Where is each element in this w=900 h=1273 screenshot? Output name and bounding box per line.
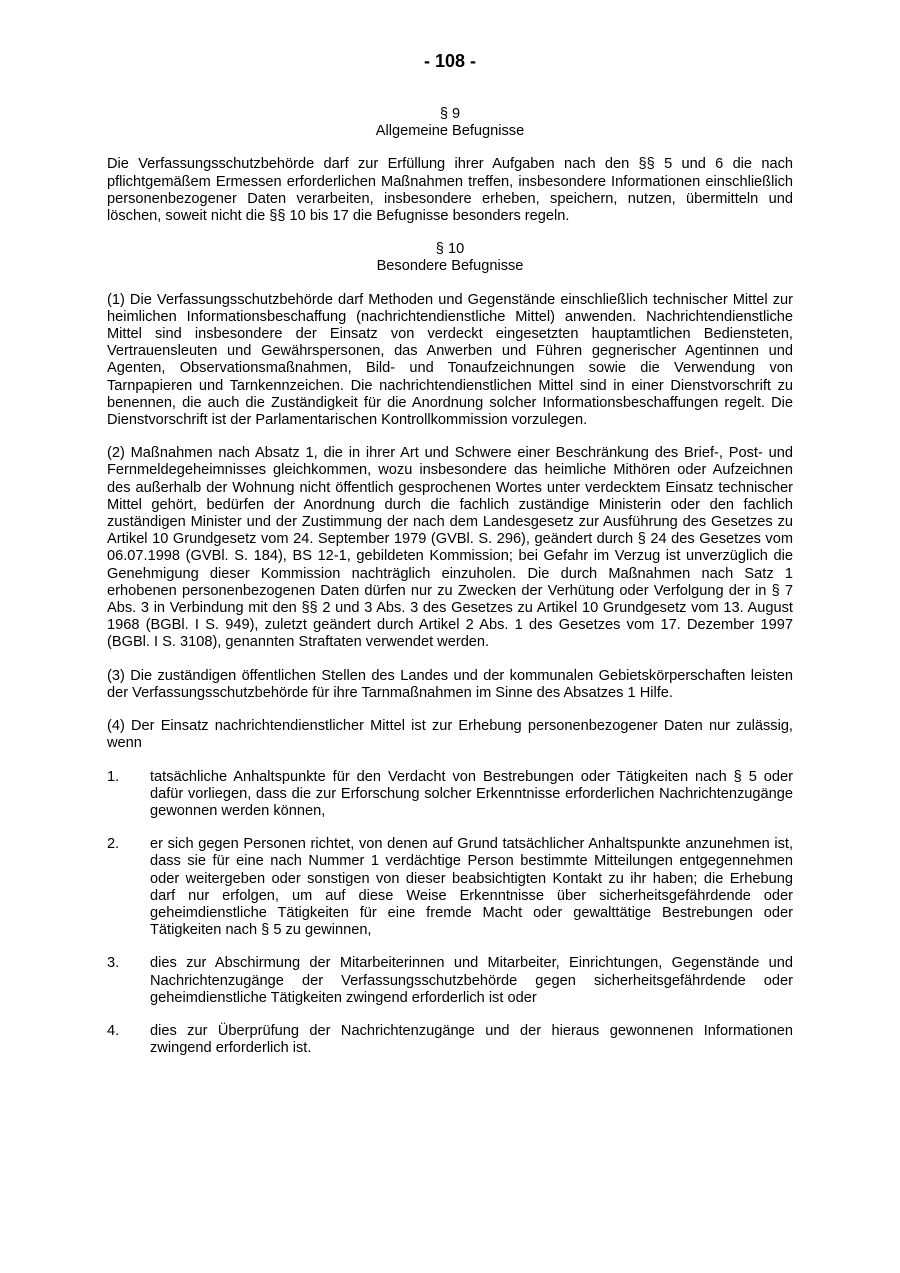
- list-item-number: 2.: [107, 836, 120, 853]
- list-item-1: [107, 769, 793, 821]
- section-9-text: Die Verfassungsschutzbehörde darf zur Erfüllung ihrer Aufgaben nach den §§ 5 und 6 die nach pflichtgemäßem Ermessen erforderlichen Maßnahmen treffen, insbesondere Informationen einschließlich personenbezogener Daten verarbeiten, insbesondere erheben, speichern, nutzen, übermitteln und löschen, soweit nicht die §§ 10 bis 17 die Befugnisse besonders regeln.: [107, 156, 793, 225]
- section-9-heading: [107, 106, 793, 140]
- list-item-4: [107, 1023, 793, 1057]
- section-10-paragraph-4: (4) Der Einsatz nachrichtendienstlicher Mittel ist zur Erhebung personenbezogener Daten nur zulässig, wenn: [107, 718, 793, 752]
- list-item-text: dies zur Abschirmung der Mitarbeiterinnen und Mitarbeiter, Einrichtungen, Gegenstände und Nachrichtenzugänge der Verfassungsschutzbehörde gegen sicherheitsgefährdende oder geheimdienstliche Tätigkeiten zwingend erforderlich ist oder: [150, 955, 793, 1006]
- section-10-heading: [107, 241, 793, 275]
- list-item-number: 4.: [107, 1022, 120, 1039]
- section-9-number: § 9: [439, 106, 461, 122]
- page-number: - 108 -: [423, 51, 477, 71]
- section-10-number: § 10: [435, 241, 465, 258]
- section-10-title: Besondere Befugnisse: [376, 258, 524, 275]
- list-item-text: dies zur Überprüfung der Nachrichtenzugänge und der hieraus gewonnenen Informationen zwingend erforderlich ist.: [150, 1022, 793, 1057]
- list-item-text: er sich gegen Personen richtet, von denen auf Grund tatsächlicher Anhaltspunkte anzunehmen ist, dass sie für eine nach Nummer 1 verdächtige Person bestimmte Mitteilungen entgegennehmen oder weitergeben oder sonstigen von dieser beabsichtigten Kontakt zu ihr haben; die Erhebung darf nur erfolgen, um auf diese Weise Erkenntnisse über sicherheitsgefährdende oder geheimdienstliche Tätigkeiten für eine fremde Macht oder gewalttätige Bestrebungen oder Tätigkeiten nach § 5 zu gewinnen,: [150, 836, 793, 939]
- list-item-number: 3.: [107, 955, 120, 972]
- list-item-2: [107, 836, 793, 939]
- section-10-paragraph-3: (3) Die zuständigen öffentlichen Stellen des Landes und der kommunalen Gebietskörperschaften leisten der Verfassungsschutzbehörde für ihre Tarnmaßnahmen im Sinne des Absatzes 1 Hilfe.: [107, 667, 793, 701]
- list-item-number: 1.: [107, 768, 120, 785]
- list-item-3: [107, 955, 793, 1007]
- section-9-title: Allgemeine Befugnisse: [375, 123, 525, 140]
- list-item-text: tatsächliche Anhaltspunkte für den Verdacht von Bestrebungen oder Tätigkeiten nach § 5 oder dafür vorliegen, dass die zur Erforschung solcher Erkenntnisse erforderlichen Nachrichtenzugänge gewonnen werden können,: [150, 768, 793, 819]
- section-10-paragraph-2: (2) Maßnahmen nach Absatz 1, die in ihrer Art und Schwere einer Beschränkung des Brief-, Post- und Fernmeldegeheimnisses gleichkommen, wozu insbesondere das heimliche Mithören oder Aufzeichnen des außerhalb der Wohnung nicht öffentlich gesprochenen Wortes unter verdecktem Einsatz technischer Mittel gehört, bedürfen der Anordnung durch die fachlich zuständige Ministerin oder den fachlich zuständigen Minister und der Zustimmung der nach dem Landesgesetz zur Ausführung des Gesetzes zu Artikel 10 Grundgesetz vom 24. September 1979 (GVBl. S. 296), geändert durch § 24 des Gesetzes vom 06.07.1998 (GVBl. S. 184), BS 12-1, gebildeten Kommission; bei Gefahr im Verzug ist unverzüglich die Genehmigung dieser Kommission nachträglich einzuholen. Die durch Maßnahmen nach Satz 1 erhobenen personenbezogenen Daten dürfen nur zu Zwecken der Verhütung oder Verfolgung der in § 7 Abs. 3 in Verbindung mit den §§ 2 und 3 Abs. 3 des Gesetzes zu Artikel 10 Grundgesetz vom 13. August 1968 (BGBl. I S. 949), zuletzt geändert durch Artikel 2 Abs. 1 des Gesetzes vom 17. Dezember 1997 (BGBl. I S. 3108), genannten Straftaten verwendet werden.: [107, 445, 793, 651]
- document-page: [107, 50, 793, 1073]
- section-10-paragraph-1: (1) Die Verfassungsschutzbehörde darf Methoden und Gegenstände einschließlich technischer Mittel zur heimlichen Informationsbeschaffung (nachrichtendienstliche Mittel) anwenden. Nachrichtendienstliche Mittel sind insbesondere der Einsatz von verdeckt eingesetzten hauptamtlichen Bediensteten, Vertrauensleuten und Gewährspersonen, das Anwerben und Führen gegnerischer Agentinnen und Agenten, Observationsmaßnahmen, Bild- und Tonaufzeichnungen sowie die Verwendung von Tarnpapieren und Tarnkennzeichen. Die nachrichtendienstlichen Mittel sind in einer Dienstvorschrift zu benennen, die auch die Zuständigkeit für die Anordnung solcher Informationsbeschaffungen regelt. Die Dienstvorschrift ist der Parlamentarischen Kontrollkommission vorzulegen.: [107, 291, 793, 429]
